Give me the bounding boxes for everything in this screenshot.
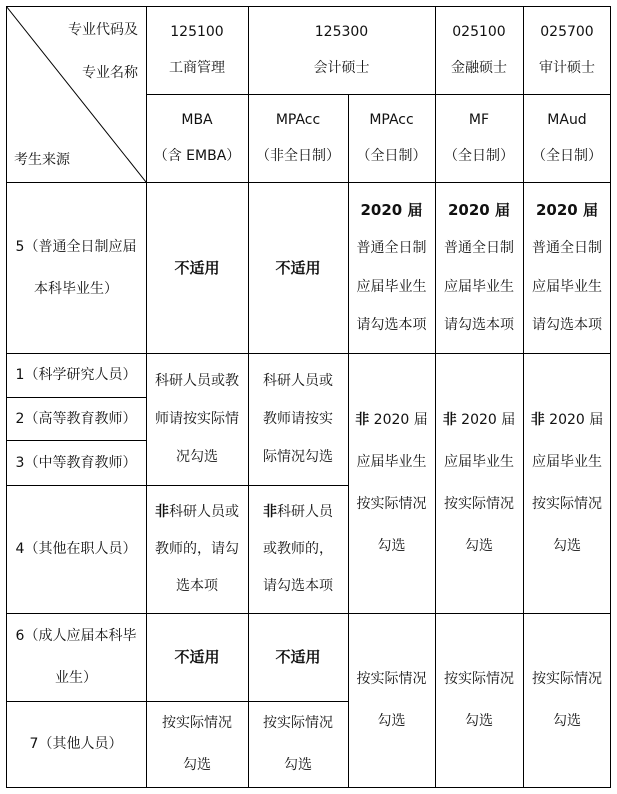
program-mode: （非全日制） (256, 148, 340, 164)
instruction-text: 按实际情况 (532, 496, 602, 512)
instruction-text: 科研人员或 (169, 504, 239, 520)
source-text: 5（普通全日制应届 (15, 238, 137, 255)
source-text: 7（其他人员） (29, 736, 123, 752)
header-program-maud (523, 94, 611, 182)
corner-label-name: 专业名称 (82, 65, 138, 81)
not-applicable-text: 不适用 (275, 648, 321, 666)
row5-maud (523, 182, 611, 353)
instruction-text: 勾选 (377, 713, 406, 729)
header-code-025700 (523, 6, 611, 94)
source-text: 3（中等教育教师） (15, 454, 137, 471)
source-text: 6（成人应届本科毕 (15, 628, 137, 644)
instruction-text: 科研人员或 (263, 373, 333, 389)
instruction-text: 勾选 (465, 538, 493, 554)
program-abbr: MPAcc (369, 112, 414, 128)
header-code-125100 (146, 6, 248, 94)
instruction-text: 勾选 (183, 757, 211, 773)
year-text: 2020 届 (360, 201, 423, 220)
row1234-maud (523, 353, 611, 613)
instruction-text: 按实际情况 (162, 715, 232, 731)
row4-mba (146, 485, 248, 613)
source-6 (6, 613, 146, 701)
instruction-text: 教师的，请勾 (155, 541, 239, 557)
row7-mba (146, 701, 248, 787)
code-text: 125300 (314, 24, 369, 40)
source-text: 业生） (55, 670, 97, 686)
instruction-text: 应届毕业生 (444, 278, 514, 295)
row123-mpacc-part (248, 353, 348, 485)
instruction-text: 师请按实际情 (155, 411, 239, 427)
instruction-text: 请勾选本项 (532, 316, 602, 333)
program-abbr: MPAcc (275, 112, 321, 128)
program-mode: （全日制） (532, 148, 602, 164)
instruction-text: 应届毕业生 (532, 454, 602, 470)
program-abbr: MF (468, 112, 490, 128)
instruction-text: 普通全日制 (532, 240, 602, 257)
negation-text: 非 (155, 504, 169, 520)
instruction-text: 请勾选本项 (444, 316, 514, 333)
year-text: 2020 届 (448, 201, 510, 220)
instruction-text: 按实际情况 (263, 715, 333, 731)
row5-mf (435, 182, 523, 353)
negation-text: 非 (442, 412, 457, 428)
table-border-bottom (6, 787, 611, 788)
row7-mpacc-part (248, 701, 348, 787)
year-text: 2020 届 (456, 412, 516, 428)
row1234-mf (435, 353, 523, 613)
row67-mf (435, 613, 523, 787)
source-1 (6, 353, 146, 397)
row67-mpacc-full (348, 613, 435, 787)
instruction-text: 勾选 (553, 713, 581, 729)
major-name-text: 审计硕士 (539, 60, 595, 76)
major-name-text: 金融硕士 (451, 60, 507, 76)
source-text: 1（科学研究人员） (15, 367, 137, 383)
instruction-text (531, 410, 604, 430)
instruction-text: 科研人员 (277, 504, 333, 520)
source-text: 4（其他在职人员） (15, 541, 137, 557)
major-name-text: 会计硕士 (313, 60, 370, 76)
instruction-text: 况勾选 (176, 449, 218, 465)
instruction-text: 选本项 (176, 578, 218, 594)
corner-label-code: 专业代码及 (68, 22, 138, 38)
instruction-text: 勾选 (377, 538, 406, 554)
header-code-025100 (435, 6, 523, 94)
not-applicable-text: 不适用 (174, 648, 220, 666)
source-7 (6, 701, 146, 787)
instruction-text: 教师请按实 (263, 411, 333, 427)
row123-mba (146, 353, 248, 485)
code-text: 125100 (170, 24, 224, 40)
source-2 (6, 397, 146, 440)
header-program-mba (146, 94, 248, 182)
major-name-text: 工商管理 (169, 60, 225, 76)
corner-label-source: 考生来源 (14, 152, 70, 168)
header-program-mpacc-fulltime (348, 94, 435, 182)
program-mode: （全日制） (356, 148, 427, 164)
row67-maud (523, 613, 611, 787)
year-text: 2020 届 (536, 201, 598, 220)
negation-text: 非 (530, 412, 545, 428)
source-text: 2（高等教育教师） (15, 410, 137, 427)
instruction-text: 应届毕业生 (532, 278, 602, 295)
source-text: 本科毕业生） (34, 280, 118, 297)
negation-text: 非 (355, 412, 370, 428)
source-3 (6, 440, 146, 485)
instruction-text (263, 502, 333, 522)
instruction-text: 普通全日制 (444, 240, 514, 257)
instruction-text: 按实际情况 (444, 671, 514, 687)
negation-text: 非 (263, 504, 277, 520)
instruction-text: 勾选 (465, 713, 493, 729)
instruction-text: 按实际情况 (532, 671, 602, 687)
code-text: 025700 (540, 24, 594, 40)
header-program-mf (435, 94, 523, 182)
row5-mpacc-part-na (248, 182, 348, 353)
row6-mba-na (146, 613, 248, 701)
instruction-text: 应届毕业生 (444, 454, 514, 470)
instruction-text: 勾选 (553, 538, 581, 554)
year-text: 2020 届 (544, 412, 604, 428)
instruction-text (355, 410, 428, 430)
instruction-text: 请勾选本项 (263, 578, 333, 594)
not-applicable-text: 不适用 (275, 258, 321, 277)
instruction-text: 际情况勾选 (263, 449, 333, 465)
instruction-text: 请勾选本项 (356, 316, 427, 333)
header-program-mpacc-parttime (248, 94, 348, 182)
instruction-text: 按实际情况 (356, 671, 427, 687)
instruction-text: 应届毕业生 (356, 278, 427, 295)
row5-mba-na (146, 182, 248, 353)
program-abbr: MAud (547, 112, 587, 128)
instruction-text: 勾选 (284, 757, 312, 773)
code-text: 025100 (452, 24, 506, 40)
instruction-text: 应届毕业生 (356, 454, 427, 470)
program-abbr: MBA (181, 112, 213, 128)
program-mode: （全日制） (444, 148, 514, 164)
instruction-text (155, 502, 239, 522)
header-code-125300 (248, 6, 435, 94)
program-mode: （含 EMBA） (153, 148, 241, 164)
source-4 (6, 485, 146, 613)
row4-mpacc-part (248, 485, 348, 613)
instruction-text: 科研人员或教 (155, 373, 239, 389)
instruction-text: 普通全日制 (356, 240, 427, 257)
row1234-mpacc-full (348, 353, 435, 613)
not-applicable-text: 不适用 (174, 258, 220, 277)
instruction-text: 或教师的， (263, 541, 333, 557)
row6-mpacc-part-na (248, 613, 348, 701)
year-text: 2020 届 (369, 412, 428, 428)
instruction-text: 按实际情况 (356, 496, 427, 512)
instruction-text (443, 410, 516, 430)
instruction-text: 按实际情况 (444, 496, 514, 512)
row5-mpacc-full (348, 182, 435, 353)
source-5 (6, 182, 146, 353)
